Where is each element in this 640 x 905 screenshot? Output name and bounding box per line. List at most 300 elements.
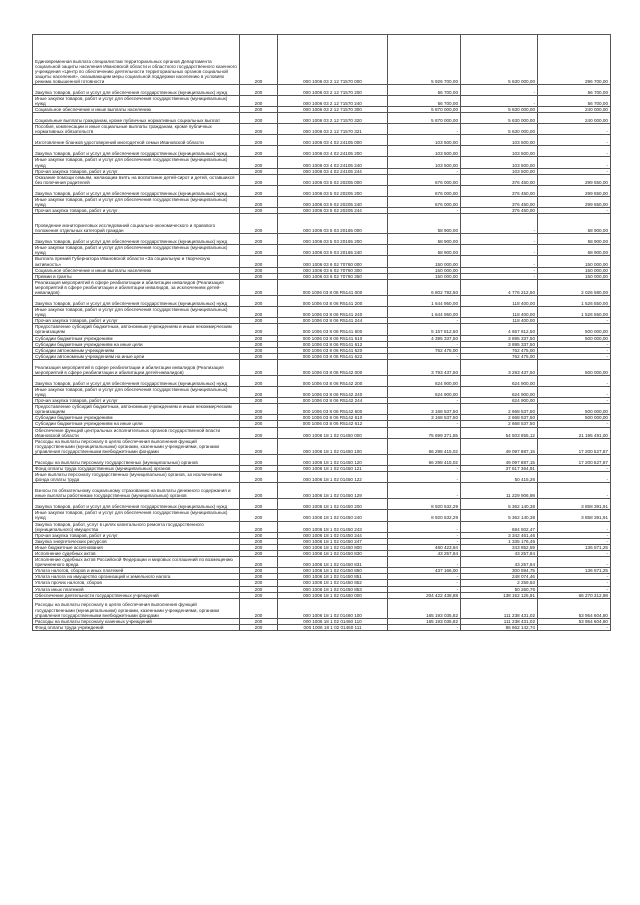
- row-code: 200: [240, 124, 278, 135]
- row-kbk: 000 1006 03 5 03 20165 000: [278, 214, 388, 234]
- table-row: [33, 359, 611, 375]
- table-row: [33, 574, 611, 580]
- row-name: Реализация мероприятий в сфере реабилитации и абилитации инвалидов (Реализация мероприятий в сфере реабилитации и абилитации детей-инвалидов): [33, 359, 240, 375]
- row-approved: -: [388, 318, 461, 324]
- row-executed: 37 817 364,91: [461, 466, 538, 472]
- row-name: Прочая закупка товаров, работ и услуг: [33, 208, 240, 214]
- row-kbk: 000 1006 03 6 02 70760 000: [278, 256, 388, 267]
- row-name: Прочая закупка товаров, работ и услуг: [33, 318, 240, 324]
- row-unexecuted: 53 954 604,80: [538, 618, 611, 624]
- row-executed: 43 257,84: [461, 550, 538, 556]
- table-row: [33, 438, 611, 454]
- table-row: [33, 421, 611, 427]
- row-executed: 5 362 140,38: [461, 499, 538, 510]
- table-row: [33, 113, 611, 124]
- row-name: Иные закупки товаров, работ и услуг для обеспечения государственных (муниципальных) нужд: [33, 307, 240, 318]
- table-body: [33, 35, 611, 631]
- row-unexecuted: -: [538, 472, 611, 483]
- row-unexecuted: 58 900,00: [538, 245, 611, 256]
- row-name: Закупка товаров, работ и услуг для обеспечения государственных (муниципальных) нужд: [33, 85, 240, 96]
- row-approved: 762 475,00: [388, 347, 461, 353]
- row-unexecuted: 58 900,00: [538, 214, 611, 234]
- row-name: Субсидии бюджетным учреждениям: [33, 335, 240, 341]
- row-unexecuted: 56 700,00: [538, 85, 611, 96]
- row-kbk: 000 1006 03 8 06 R5142 244: [278, 398, 388, 404]
- row-name: Уплата иных платежей: [33, 586, 240, 592]
- row-kbk: 000 1006 18 1 02 01450 100: [278, 438, 388, 454]
- row-approved: 5 870 000,00: [388, 107, 461, 113]
- row-code: 200: [240, 196, 278, 207]
- row-kbk: 000 1006 18 1 02 01450 852: [278, 580, 388, 586]
- row-unexecuted: 3 858 391,91: [538, 510, 611, 521]
- row-approved: 8 920 532,29: [388, 499, 461, 510]
- row-code: 200: [240, 483, 278, 499]
- row-code: 200: [240, 427, 278, 438]
- row-unexecuted: -: [538, 146, 611, 157]
- row-approved: 3 168 537,50: [388, 404, 461, 415]
- row-approved: -: [388, 574, 461, 580]
- row-kbk: 000 1006 03 5 02 20205 244: [278, 208, 388, 214]
- row-executed: 54 503 855,12: [461, 427, 538, 438]
- row-name: Закупка товаров, работ и услуг для обеспечения государственных (муниципальных) нужд: [33, 375, 240, 386]
- row-name: Закупка товаров, работ и услуг для обеспечения государственных (муниципальных) нужд: [33, 296, 240, 307]
- table-row: [33, 324, 611, 335]
- row-approved: 437 166,00: [388, 568, 461, 574]
- row-code: 200: [240, 135, 278, 146]
- budget-execution-table: [32, 34, 611, 631]
- table-row: [33, 521, 611, 532]
- table-row: [33, 234, 611, 245]
- table-row: [33, 174, 611, 185]
- row-kbk: 000 1006 03 5 02 20205 240: [278, 196, 388, 207]
- row-executed: 300 594,75: [461, 568, 538, 574]
- row-code: 200: [240, 499, 278, 510]
- row-unexecuted: 56 700,00: [538, 96, 611, 107]
- row-name: Расходы на выплаты персоналу в целях обеспечения выполнения функций государственными (муниципальными) органами, казенными учреждениями, органами управления государственными внебюджетными фондами: [33, 598, 240, 618]
- table-row: [33, 107, 611, 113]
- row-name: Иные закупки товаров, работ и услуг для обеспечения государственных (муниципальных) нужд: [33, 157, 240, 168]
- row-executed: 49 097 887,15: [461, 455, 538, 466]
- row-unexecuted: -: [538, 538, 611, 544]
- row-code: 200: [240, 568, 278, 574]
- row-executed: 684 502,47: [461, 521, 538, 532]
- row-kbk: 000 1006 03 8 06 R5141 244: [278, 318, 388, 324]
- row-name: Иные закупки товаров, работ и услуг для обеспечения государственных (муниципальных) нужд: [33, 96, 240, 107]
- row-code: 200: [240, 185, 278, 196]
- row-name: Единовременная выплата специалистам территориальных органов Департамента социальной защиты населения Ивановской области и областного государственного казенного учреждения «Центр по обеспечению деятельности территориальных органов социальной защиты населения», оказывающим меры социальной поддержки населению в условиях режима повышенной готовности: [33, 35, 240, 85]
- row-unexecuted: 240 000,00: [538, 107, 611, 113]
- row-unexecuted: -: [538, 398, 611, 404]
- row-code: 200: [240, 398, 278, 404]
- row-approved: 3 793 437,50: [388, 359, 461, 375]
- row-executed: 103 500,00: [461, 146, 538, 157]
- row-executed: -: [461, 273, 538, 279]
- row-approved: 75 699 371,55: [388, 427, 461, 438]
- row-approved: -: [388, 586, 461, 592]
- row-approved: -: [388, 538, 461, 544]
- row-name: Иные бюджетные ассигнования: [33, 544, 240, 550]
- row-unexecuted: -: [538, 375, 611, 386]
- table-row: [33, 499, 611, 510]
- row-executed: -: [461, 214, 538, 234]
- row-kbk: 000 1006 18 1 02 01450 000: [278, 427, 388, 438]
- table-row: [33, 510, 611, 521]
- row-executed: 376 450,00: [461, 208, 538, 214]
- row-executed: 762 475,00: [461, 347, 538, 353]
- row-approved: -: [388, 341, 461, 347]
- row-code: 200: [240, 324, 278, 335]
- row-kbk: 000 1006 03 8 06 R5142 200: [278, 375, 388, 386]
- row-code: 200: [240, 245, 278, 256]
- row-approved: 150 000,00: [388, 256, 461, 267]
- row-unexecuted: 3 858 391,91: [538, 499, 611, 510]
- row-approved: 58 900,00: [388, 245, 461, 256]
- row-code: 200: [240, 580, 278, 586]
- row-unexecuted: -: [538, 550, 611, 556]
- row-code: 200: [240, 256, 278, 267]
- row-kbk: 000 1006 18 1 02 01450 200: [278, 499, 388, 510]
- row-code: 200: [240, 318, 278, 324]
- row-approved: 5 926 700,00: [388, 35, 461, 85]
- row-kbk: 000 1006 03 2 12 71570 000: [278, 35, 388, 85]
- row-unexecuted: -: [538, 208, 611, 214]
- row-kbk: 000 1006 18 1 02 01450 851: [278, 574, 388, 580]
- table-row: [33, 375, 611, 386]
- row-name: Пособия, компенсации и иные социальные выплаты гражданам, кроме публичных нормативных обязательств: [33, 124, 240, 135]
- row-executed: 86 662 142,74: [461, 624, 538, 630]
- row-code: 200: [240, 375, 278, 386]
- row-unexecuted: 66 270 312,98: [538, 592, 611, 598]
- row-approved: -: [388, 521, 461, 532]
- row-unexecuted: 136 571,25: [538, 544, 611, 550]
- row-executed: 3 293 437,50: [461, 359, 538, 375]
- row-unexecuted: 296 700,00: [538, 35, 611, 85]
- row-unexecuted: 500 000,00: [538, 324, 611, 335]
- row-executed: -: [461, 85, 538, 96]
- row-name: Закупка энергетических ресурсов: [33, 538, 240, 544]
- row-unexecuted: -: [538, 483, 611, 499]
- row-kbk: 000 1006 03 8 06 R5141 620: [278, 347, 388, 353]
- row-unexecuted: -: [538, 318, 611, 324]
- row-code: 200: [240, 404, 278, 415]
- row-kbk: 000 1006 18 1 02 01450 247: [278, 538, 388, 544]
- row-kbk: 000 1006 18 1 02 01450 830: [278, 550, 388, 556]
- row-name: Фонд оплаты труда государственных (муниципальных) органов: [33, 466, 240, 472]
- row-code: 200: [240, 386, 278, 397]
- table-row: [33, 618, 611, 624]
- table-row: [33, 455, 611, 466]
- row-approved: -: [388, 557, 461, 568]
- row-name: Прочая закупка товаров, работ и услуг: [33, 168, 240, 174]
- row-code: 200: [240, 335, 278, 341]
- row-code: 200: [240, 208, 278, 214]
- row-unexecuted: 500 000,00: [538, 415, 611, 421]
- row-kbk: 000 1006 03 8 06 R5141 240: [278, 307, 388, 318]
- table-row: [33, 35, 611, 85]
- row-kbk: 000 1006 18 1 02 01450 121: [278, 466, 388, 472]
- row-approved: -: [388, 124, 461, 135]
- row-approved: 4 395 337,50: [388, 335, 461, 341]
- row-kbk: 000 1006 18 1 02 01450 243: [278, 521, 388, 532]
- row-approved: 103 500,00: [388, 146, 461, 157]
- row-code: 200: [240, 544, 278, 550]
- row-approved: 66 298 415,02: [388, 438, 461, 454]
- row-executed: 3 342 461,46: [461, 532, 538, 538]
- row-unexecuted: -: [538, 353, 611, 359]
- row-kbk: 000 1006 18 1 02 01450 800: [278, 544, 388, 550]
- row-executed: 343 852,59: [461, 544, 538, 550]
- row-executed: 2 259,53: [461, 580, 538, 586]
- table-row: [33, 568, 611, 574]
- row-approved: 58 900,00: [388, 214, 461, 234]
- row-unexecuted: -: [538, 532, 611, 538]
- row-approved: 56 700,00: [388, 96, 461, 107]
- row-name: Социальные выплаты гражданам, кроме публичных нормативных социальных выплат: [33, 113, 240, 124]
- row-code: 200: [240, 557, 278, 568]
- row-approved: -: [388, 624, 461, 630]
- row-name: Выплата премий Губернатора Ивановской области «За социальную и творческую активность»: [33, 256, 240, 267]
- row-name: Иные закупки товаров, работ и услуг для обеспечения государственных (муниципальных) нужд: [33, 386, 240, 397]
- row-name: Расходы на выплаты персоналу государственных (муниципальных) органов: [33, 455, 240, 466]
- row-code: 200: [240, 113, 278, 124]
- row-kbk: 000 1006 03 8 06 R5142 240: [278, 386, 388, 397]
- row-kbk: 000 1006 18 1 02 01450 850: [278, 568, 388, 574]
- row-approved: 103 500,00: [388, 135, 461, 146]
- row-name: Закупка товаров, работ и услуг для обеспечения государственных (муниципальных) нужд: [33, 185, 240, 196]
- row-executed: 5 630 000,00: [461, 107, 538, 113]
- row-executed: -: [461, 96, 538, 107]
- row-unexecuted: -: [538, 466, 611, 472]
- row-name: Расходы на выплаты персоналу казенных учреждений: [33, 618, 240, 624]
- row-name: Предоставление субсидий бюджетным, автономным учреждениям и иным некоммерческим организациям: [33, 404, 240, 415]
- row-name: Расходы на выплаты персоналу в целях обеспечения выполнения функций государственными (муниципальными) органами, казенными учреждениями, органами управления государственными внебюджетными фондами: [33, 438, 240, 454]
- row-name: Субсидии бюджетным учреждениям на иные цели: [33, 421, 240, 427]
- row-unexecuted: -: [538, 386, 611, 397]
- row-kbk: 000 1006 18 1 02 01450 244: [278, 532, 388, 538]
- row-approved: 204 422 438,88: [388, 592, 461, 598]
- row-kbk: 000 1006 18 1 02 01450 129: [278, 483, 388, 499]
- table-row: [33, 624, 611, 630]
- row-name: Прочая закупка товаров, работ и услуг: [33, 532, 240, 538]
- row-kbk: 000 1006 18 1 02 01450 120: [278, 455, 388, 466]
- row-approved: -: [388, 532, 461, 538]
- row-kbk: 000 1006 03 2 12 71570 320: [278, 113, 388, 124]
- row-kbk: 000 1006 03 8 06 R5141 600: [278, 324, 388, 335]
- row-code: 200: [240, 592, 278, 598]
- row-kbk: 000 1006 03 5 02 20205 200: [278, 185, 388, 196]
- row-executed: 5 630 000,00: [461, 35, 538, 85]
- row-kbk: 000 1006 03 4 02 24105 240: [278, 157, 388, 168]
- row-unexecuted: -: [538, 157, 611, 168]
- row-unexecuted: 136 571,25: [538, 568, 611, 574]
- row-name: Уплата прочих налогов, сборов: [33, 580, 240, 586]
- row-executed: -: [461, 256, 538, 267]
- table-row: [33, 214, 611, 234]
- row-approved: 58 900,00: [388, 234, 461, 245]
- row-executed: 3 895 337,50: [461, 335, 538, 341]
- table-row: [33, 592, 611, 598]
- row-approved: 150 000,00: [388, 273, 461, 279]
- row-kbk: 000 1006 03 2 12 71570 200: [278, 85, 388, 96]
- row-name: Оказание помощи семьям, желающим взять на воспитание детей-сирот и детей, оставшихся без попечения родителей: [33, 174, 240, 185]
- row-executed: 118 400,00: [461, 318, 538, 324]
- row-name: Предоставление субсидий бюджетным, автономным учреждениям и иным некоммерческим организациям: [33, 324, 240, 335]
- row-kbk: 000 1006 03 8 06 R5141 610: [278, 335, 388, 341]
- row-code: 200: [240, 347, 278, 353]
- row-kbk: 000 1006 03 2 12 71570 240: [278, 96, 388, 107]
- row-unexecuted: -: [538, 168, 611, 174]
- row-name: Иные закупки товаров, работ и услуг для обеспечения государственных (муниципальных) нужд: [33, 245, 240, 256]
- row-kbk: 000 1006 18 1 02 01460 110: [278, 618, 388, 624]
- row-kbk: 000 1006 03 8 06 R5141 612: [278, 341, 388, 347]
- row-kbk: 000 1006 03 4 02 24105 244: [278, 168, 388, 174]
- row-unexecuted: 2 026 580,00: [538, 279, 611, 295]
- row-unexecuted: 21 195 491,00: [538, 427, 611, 438]
- row-kbk: 000 1006 03 8 06 R5141 000: [278, 279, 388, 295]
- row-executed: 376 450,00: [461, 185, 538, 196]
- row-name: Иные закупки товаров, работ и услуг для обеспечения государственных (муниципальных) нужд: [33, 510, 240, 521]
- row-approved: 1 644 950,00: [388, 296, 461, 307]
- row-executed: 103 500,00: [461, 157, 538, 168]
- row-executed: 118 400,00: [461, 296, 538, 307]
- row-approved: 43 257,84: [388, 550, 461, 556]
- row-approved: 624 900,00: [388, 386, 461, 397]
- row-kbk: 000 1006 03 4 02 24105 000: [278, 135, 388, 146]
- row-approved: 6 802 792,50: [388, 279, 461, 295]
- table-row: [33, 256, 611, 267]
- row-executed: 248 074,46: [461, 574, 538, 580]
- row-unexecuted: -: [538, 574, 611, 580]
- row-executed: 50 415,26: [461, 472, 538, 483]
- row-kbk: 000 1006 03 8 06 R5142 000: [278, 359, 388, 375]
- row-unexecuted: 53 954 604,80: [538, 598, 611, 618]
- row-kbk: 000 1006 18 1 02 01460 000: [278, 592, 388, 598]
- row-code: 200: [240, 296, 278, 307]
- row-code: 200: [240, 624, 278, 630]
- row-executed: 2 668 537,50: [461, 421, 538, 427]
- row-kbk: 000 1006 03 5 02 20205 000: [278, 174, 388, 185]
- row-code: 200: [240, 174, 278, 185]
- row-unexecuted: 500 000,00: [538, 404, 611, 415]
- row-name: Обеспечение деятельности государственных учреждений: [33, 592, 240, 598]
- row-code: 200: [240, 35, 278, 85]
- row-code: 200: [240, 466, 278, 472]
- row-name: Проведение мониторинговых исследований социально-экономического и правового положения отдельных категорий граждан: [33, 214, 240, 234]
- table-row: [33, 279, 611, 295]
- row-code: 200: [240, 146, 278, 157]
- row-kbk: 000 1006 03 2 12 71570 321: [278, 124, 388, 135]
- row-name: Уплата налога на имущество организаций и земельного налога: [33, 574, 240, 580]
- row-code: 200: [240, 157, 278, 168]
- row-executed: 138 152 125,91: [461, 592, 538, 598]
- row-unexecuted: 500 000,00: [538, 359, 611, 375]
- row-executed: 111 238 431,02: [461, 618, 538, 624]
- row-unexecuted: -: [538, 586, 611, 592]
- row-unexecuted: -: [538, 347, 611, 353]
- row-unexecuted: 299 550,00: [538, 185, 611, 196]
- row-code: 200: [240, 279, 278, 295]
- row-unexecuted: -: [538, 341, 611, 347]
- row-code: 200: [240, 359, 278, 375]
- row-unexecuted: 1 526 550,00: [538, 296, 611, 307]
- row-approved: 5 870 000,00: [388, 113, 461, 124]
- row-unexecuted: 150 000,00: [538, 273, 611, 279]
- row-code: 200: [240, 574, 278, 580]
- row-code: 200: [240, 472, 278, 483]
- row-approved: 676 000,00: [388, 196, 461, 207]
- row-executed: 111 238 431,02: [461, 598, 538, 618]
- row-unexecuted: -: [538, 624, 611, 630]
- row-approved: 165 193 035,82: [388, 618, 461, 624]
- row-name: Премии и гранты: [33, 273, 240, 279]
- table-row: [33, 472, 611, 483]
- table-row: [33, 483, 611, 499]
- row-executed: 624 900,00: [461, 375, 538, 386]
- table-row: [33, 157, 611, 168]
- row-unexecuted: 299 550,00: [538, 174, 611, 185]
- row-kbk: 000 1006 18 1 02 01450 831: [278, 557, 388, 568]
- row-approved: 150 000,00: [388, 267, 461, 273]
- row-approved: -: [388, 421, 461, 427]
- row-code: 200: [240, 415, 278, 421]
- table-row: [33, 135, 611, 146]
- row-kbk: 000 1006 03 8 06 R5142 600: [278, 404, 388, 415]
- row-unexecuted: -: [538, 557, 611, 568]
- row-executed: 118 400,00: [461, 307, 538, 318]
- table-row: [33, 196, 611, 207]
- row-kbk: 000 1006 03 8 06 R5141 200: [278, 296, 388, 307]
- row-approved: -: [388, 466, 461, 472]
- row-approved: 624 900,00: [388, 375, 461, 386]
- row-approved: 480 423,84: [388, 544, 461, 550]
- row-executed: 11 229 906,98: [461, 483, 538, 499]
- row-code: 200: [240, 438, 278, 454]
- row-executed: 376 450,00: [461, 174, 538, 185]
- row-name: Субсидии бюджетным учреждениям: [33, 415, 240, 421]
- row-code: 200: [240, 214, 278, 234]
- row-unexecuted: 500 000,00: [538, 335, 611, 341]
- table-row: [33, 85, 611, 96]
- row-unexecuted: -: [538, 421, 611, 427]
- table-row: [33, 296, 611, 307]
- row-kbk: 000 1006 03 6 02 70760 350: [278, 273, 388, 279]
- row-kbk: 000 1006 03 8 06 R5141 622: [278, 353, 388, 359]
- row-kbk: 000 1006 03 8 06 R5142 612: [278, 421, 388, 427]
- row-approved: -: [388, 398, 461, 404]
- table-row: [33, 146, 611, 157]
- row-code: 200: [240, 234, 278, 245]
- row-executed: 50 260,76: [461, 586, 538, 592]
- row-unexecuted: 17 200 527,87: [538, 455, 611, 466]
- row-kbk: 000 1006 03 2 12 71570 300: [278, 107, 388, 113]
- row-executed: 4 776 212,50: [461, 279, 538, 295]
- row-kbk: 000 1006 18 1 02 01450 240: [278, 510, 388, 521]
- row-unexecuted: -: [538, 580, 611, 586]
- row-name: Исполнение судебных актов: [33, 550, 240, 556]
- row-kbk: 000 1006 18 1 02 01460 100: [278, 598, 388, 618]
- row-approved: 8 920 532,29: [388, 510, 461, 521]
- table-row: [33, 245, 611, 256]
- row-approved: 3 168 537,50: [388, 415, 461, 421]
- table-row: [33, 557, 611, 568]
- row-approved: 56 700,00: [388, 85, 461, 96]
- row-executed: 762 475,00: [461, 353, 538, 359]
- row-name: Закупка товаров, работ, услуг в целях капитального ремонта государственного (муниципального) имущества: [33, 521, 240, 532]
- row-approved: 5 157 812,50: [388, 324, 461, 335]
- row-code: 200: [240, 273, 278, 279]
- row-executed: 103 500,00: [461, 135, 538, 146]
- row-name: Фонд оплаты труда учреждений: [33, 624, 240, 630]
